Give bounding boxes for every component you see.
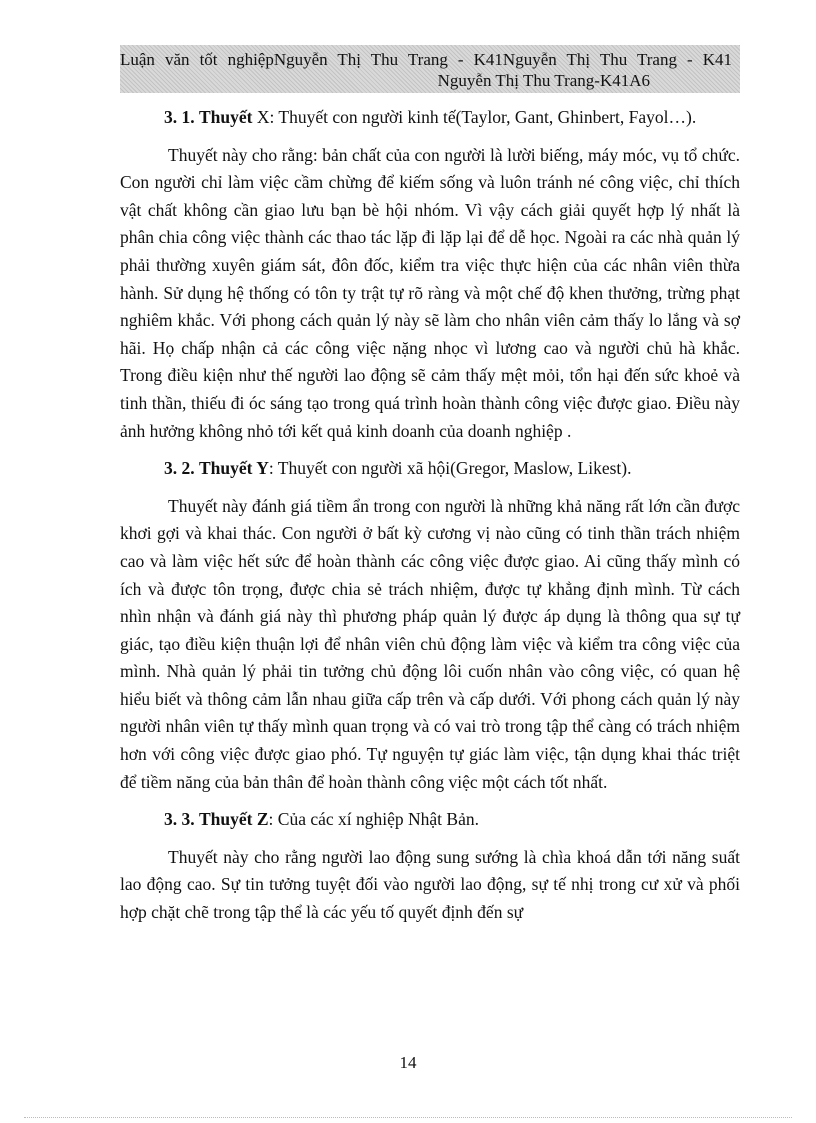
section-desc: : Thuyết con người kinh tế(Taylor, Gant, Ghinbert, Fayol…). <box>269 107 697 127</box>
section-number: 3. 2. <box>164 458 195 479</box>
header-line-1: Luận văn tốt nghiệpNguyễn Thị Thu Trang - K41Nguyễn Thị Thu Trang - K41 <box>120 50 732 69</box>
header-line-2: Nguyễn Thị Thu Trang-K41A6 <box>437 71 650 90</box>
paragraph: Thuyết này cho rằng người lao động sung sướng là chìa khoá dẫn tới năng suất lao động cao. Sự tin tưởng tuyệt đối vào người lao động, sự tế nhị trong cư xử và phối hợp chặt chẽ trong tập thể là các yếu tố quyết định đến sự <box>120 846 740 923</box>
section-number: 3. 3. <box>164 809 195 830</box>
section-letter: X <box>256 107 270 127</box>
page-bottom-border <box>24 1117 792 1118</box>
section-number: 3. 1. <box>164 107 195 127</box>
section-term: Thuyết <box>199 107 253 127</box>
section-heading-y <box>120 455 740 483</box>
section-heading-x <box>120 104 740 132</box>
section-desc: : Của các xí nghiệp Nhật Bản. <box>268 809 479 830</box>
section-term: Thuyết Y <box>199 458 269 479</box>
section-desc: : Thuyết con người xã hội(Gregor, Maslow, Likest). <box>268 458 632 479</box>
section-heading-z <box>120 806 740 834</box>
page-header <box>120 45 740 93</box>
paragraph: Thuyết này đánh giá tiềm ẩn trong con người là những khả năng rất lớn cần được khơi gợi và khai thác. Con người ở bất kỳ cương vị nào cũng có tinh thần trách nhiệm cao và làm việc hết sức để hoàn thành các công việc được giao. Ai cũng thấy mình có ích và được tôn trọng, được chia sẻ trách nhiệm, được tự khẳng định mình. Từ cách nhìn nhận và đánh giá này thì phương pháp quản lý được áp dụng là thông qua sự tự giác, tạo điều kiện thuận lợi để nhân viên chủ động làm việc và kiểm tra công việc của mình. Nhà quản lý phải tin tưởng chủ động lôi cuốn nhân vào công việc, có quan hệ hiểu biết và thông cảm lẫn nhau giữa cấp trên và cấp dưới. Với phong cách quản lý này người nhân viên tự thấy mình quan trọng và có vai trò trong tập thể càng có trách nhiệm hơn với công việc được giao phó. Tự nguyện tự giác làm việc, tận dụng khai thác triệt để tiềm năng của bản thân để hoàn thành công việc một cách tốt nhất. <box>120 495 740 792</box>
section-term: Thuyết Z <box>199 809 269 830</box>
page-body <box>120 104 740 931</box>
page-number: 14 <box>399 1053 417 1072</box>
paragraph: Thuyết này cho rằng: bản chất của con người là lười biếng, máy móc, vụ tổ chức. Con người chỉ làm việc cầm chừng để kiếm sống và luôn tránh né công việc, chỉ thích vật chất không cần giao lưu bạn bè hội nhóm. Vì vậy cách giải quyết hợp lý nhất là phân chia công việc thành các thao tác lặp đi lặp lại để dễ học. Ngoài ra các nhà quản lý phải thường xuyên giám sát, đôn đốc, kiểm tra việc thực hiện của các nhân viên thừa hành. Sử dụng hệ thống có tôn ty trật tự rõ ràng và một chế độ khen thưởng, trừng phạt nghiêm khắc. Với phong cách quản lý này sẽ làm cho nhân viên cảm thấy lo lắng và sợ hãi. Họ chấp nhận cả các công việc nặng nhọc vì lương cao và người chủ hà khắc. Trong điều kiện như thế người lao động sẽ cảm thấy mệt mỏi, tổn hại đến sức khoẻ và tinh thần, thiếu đi óc sáng tạo trong quá trình hoàn thành công việc được giao. Điều này ảnh hưởng không nhỏ tới kết quả kinh doanh của doanh nghiệp . <box>120 144 740 441</box>
